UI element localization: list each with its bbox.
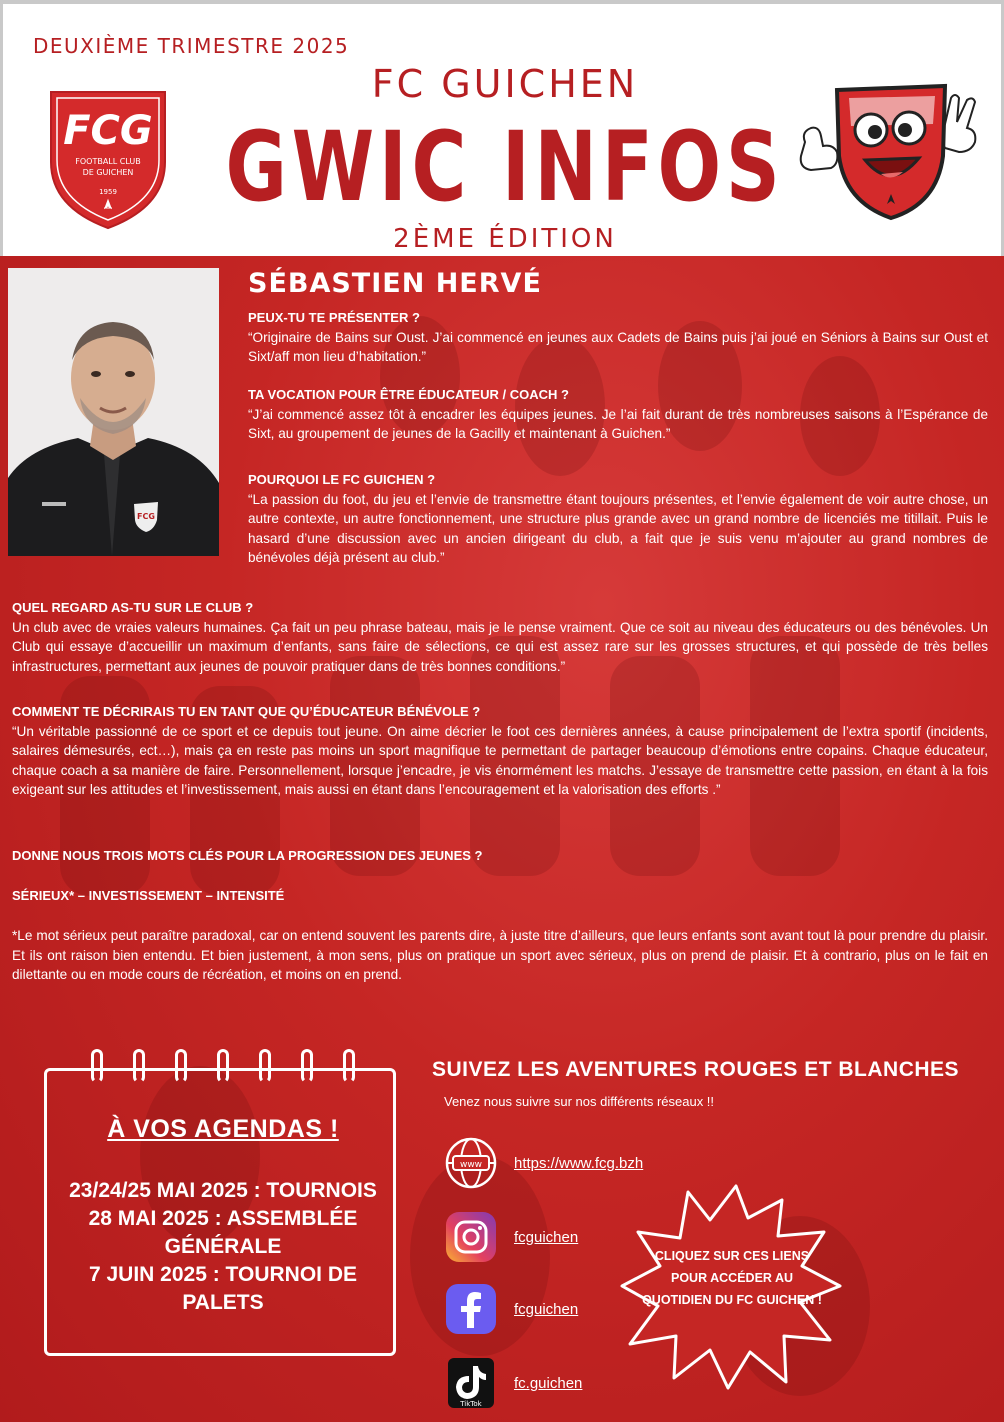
callout-text: CLIQUEZ SUR CES LIENS POUR ACCÉDER AU QUOTIDIEN DU FC GUICHEN ! [642,1249,822,1307]
tiktok-icon [444,1356,498,1410]
instagram-link[interactable]: fcguichen [514,1228,579,1246]
binder-ring-icon [91,1049,103,1083]
answer: “Originaire de Bains sur Oust. J’ai commencé en jeunes aux Cadets de Bains puis j’ai joué en Séniors à Bains sur Oust et Sixt/aff mon lieu d’habitation.” [248,329,988,364]
svg-text:www: www [459,1160,483,1170]
question: PEUX-TU TE PRÉSENTER ? [248,310,420,325]
qa-block [248,385,988,444]
answer: Un club avec de vraies valeurs humaines. Ça fait un peu phrase bateau, mais je le pense vraiment. Que ce soit au niveau des éducateurs ou des bénévoles. Un Club qui essaye d’accueillir un maximum d’enfants, sans faire de sélections, ce qui est assez rare sur les grosses structures, et qui possède de très belles infrastructures, permettant aux jeunes de pouvoir pratiquer dans de très bonnes conditions.” [12,619,988,674]
answer: “J’ai commencé assez tôt à encadrer les équipes jeunes. Je l’ai fait durant de très nombreuses saisons à l’Espérance de Sixt, au groupement de jeunes de la Gacilly et maintenant à Guichen.” [248,406,988,441]
answer: “La passion du foot, du jeu et l’envie de transmettre étant toujours présentes, et l’envie également de voir autre chose, un autre contexte, un autre fonctionnement, une structure plus grande avec un grand nombre de licenciés me titillait. Puis le hasard d’une discussion avec un ancien dirigeant du club, a fait que je suis venu m’ajouter au grand nombres de bénévoles déjà présent au club.” [248,491,988,565]
coach-photo [8,268,219,556]
logo-year: 1959 [99,188,117,196]
quarter-label: DEUXIÈME TRIMESTRE 2025 [33,34,350,58]
binder-ring-icon [259,1049,271,1083]
social-link-tiktok[interactable] [444,1356,582,1410]
facebook-icon [444,1282,498,1336]
question: COMMENT TE DÉCRIRAIS TU EN TANT QUE QU’ÉDUCATEUR BÉNÉVOLE ? [12,704,481,719]
agenda-title: À VOS AGENDAS ! [107,1115,339,1143]
edition-label: 2ÈME ÉDITION [393,224,617,254]
agenda-item: 28 MAI 2025 : ASSEMBLÉE GÉNÉRALE [88,1207,358,1258]
question: QUEL REGARD AS-TU SUR LE CLUB ? [12,600,254,615]
logo-text: FCG [63,108,153,154]
content-body [0,256,1004,1422]
social-link-facebook[interactable] [444,1282,578,1336]
facebook-link[interactable]: fcguichen [514,1300,579,1318]
agenda-card [44,1068,396,1356]
mascot-icon [795,64,995,224]
instagram-icon [444,1210,498,1264]
question: POURQUOI LE FC GUICHEN ? [248,472,436,487]
interviewee-name: SÉBASTIEN HERVÉ [248,268,542,299]
qa-block [12,702,988,800]
website-link[interactable]: https://www.fcg.bzh [514,1154,644,1172]
binder-ring-icon [217,1049,229,1083]
social-subtitle: Venez nous suivre sur nos différents réseaux !! [444,1094,715,1109]
jacket-badge-text: FCG [137,512,155,521]
coach-portrait-image [8,268,219,556]
social-title: SUIVEZ LES AVENTURES ROUGES ET BLANCHES [432,1058,960,1081]
social-link-instagram[interactable] [444,1210,578,1264]
agenda-item: 7 JUIN 2025 : TOURNOI DE PALETS [88,1263,358,1314]
keywords [12,886,988,906]
binder-ring-icon [133,1049,145,1083]
binder-ring-icon [343,1049,355,1083]
qa-block [248,308,988,367]
svg-text:TikTok: TikTok [460,1400,482,1408]
www-globe-icon [444,1136,498,1190]
binder-ring-icon [175,1049,187,1083]
svg-text:FOOTBALL CLUB: FOOTBALL CLUB [75,157,141,166]
answer: “Un véritable passionné de ce sport et ce depuis tout jeune. On aime décrier le foot ces dernières années, à cause principalement de l’extra sportif (incidents, salaires démesurés, ect…), mais ça en reste pas moins un sport magnifique te permettant de partager beaucoup d’émotions entre copains. Chaque éducateur, chaque coach a sa manière de faire. Personnellement, lorsque j’encadre, je vis énormément les matchs. J’essaye de transmettre cette passion, en étant à la fois exigeant sur les attitudes et l’investissement, mais aussi en étant dans l’encouragement et la valorisation des efforts .” [12,723,988,797]
social-link-website[interactable] [444,1136,643,1190]
qa-block [12,598,988,676]
tiktok-link[interactable]: fc.guichen [514,1374,583,1392]
agenda-item: 23/24/25 MAI 2025 : TOURNOIS [69,1179,377,1202]
keywords-text: SÉRIEUX* – INVESTISSEMENT – INTENSITÉ [12,888,285,903]
club-name: FC GUICHEN [371,62,639,106]
qa-block [12,846,988,866]
binder-ring-icon [301,1049,313,1083]
agenda-list [51,1177,395,1317]
header [0,0,1004,256]
qa-block [248,470,988,568]
question: TA VOCATION POUR ÊTRE ÉDUCATEUR / COACH ? [248,387,569,402]
question: DONNE NOUS TROIS MOTS CLÉS POUR LA PROGRESSION DES JEUNES ? [12,848,483,863]
newsletter-title: GWIC INFOS [225,111,785,223]
svg-text:DE GUICHEN: DE GUICHEN [82,168,134,177]
footnote-text: *Le mot sérieux peut paraître paradoxal, car on entend souvent les parents dire, à juste titre d’ailleurs, que leurs enfants sont avant tout là pour prendre du plaisir. Et ils ont raison bien entendu. Et bien justement, à mon sens, plus on pratique un sport avec sérieux, plus on prend de plaisir. Et à contrario, plus on le fait en dilettante ou en mode cours de récréation, et moins on en prend. [12,928,988,982]
footnote [12,926,988,985]
